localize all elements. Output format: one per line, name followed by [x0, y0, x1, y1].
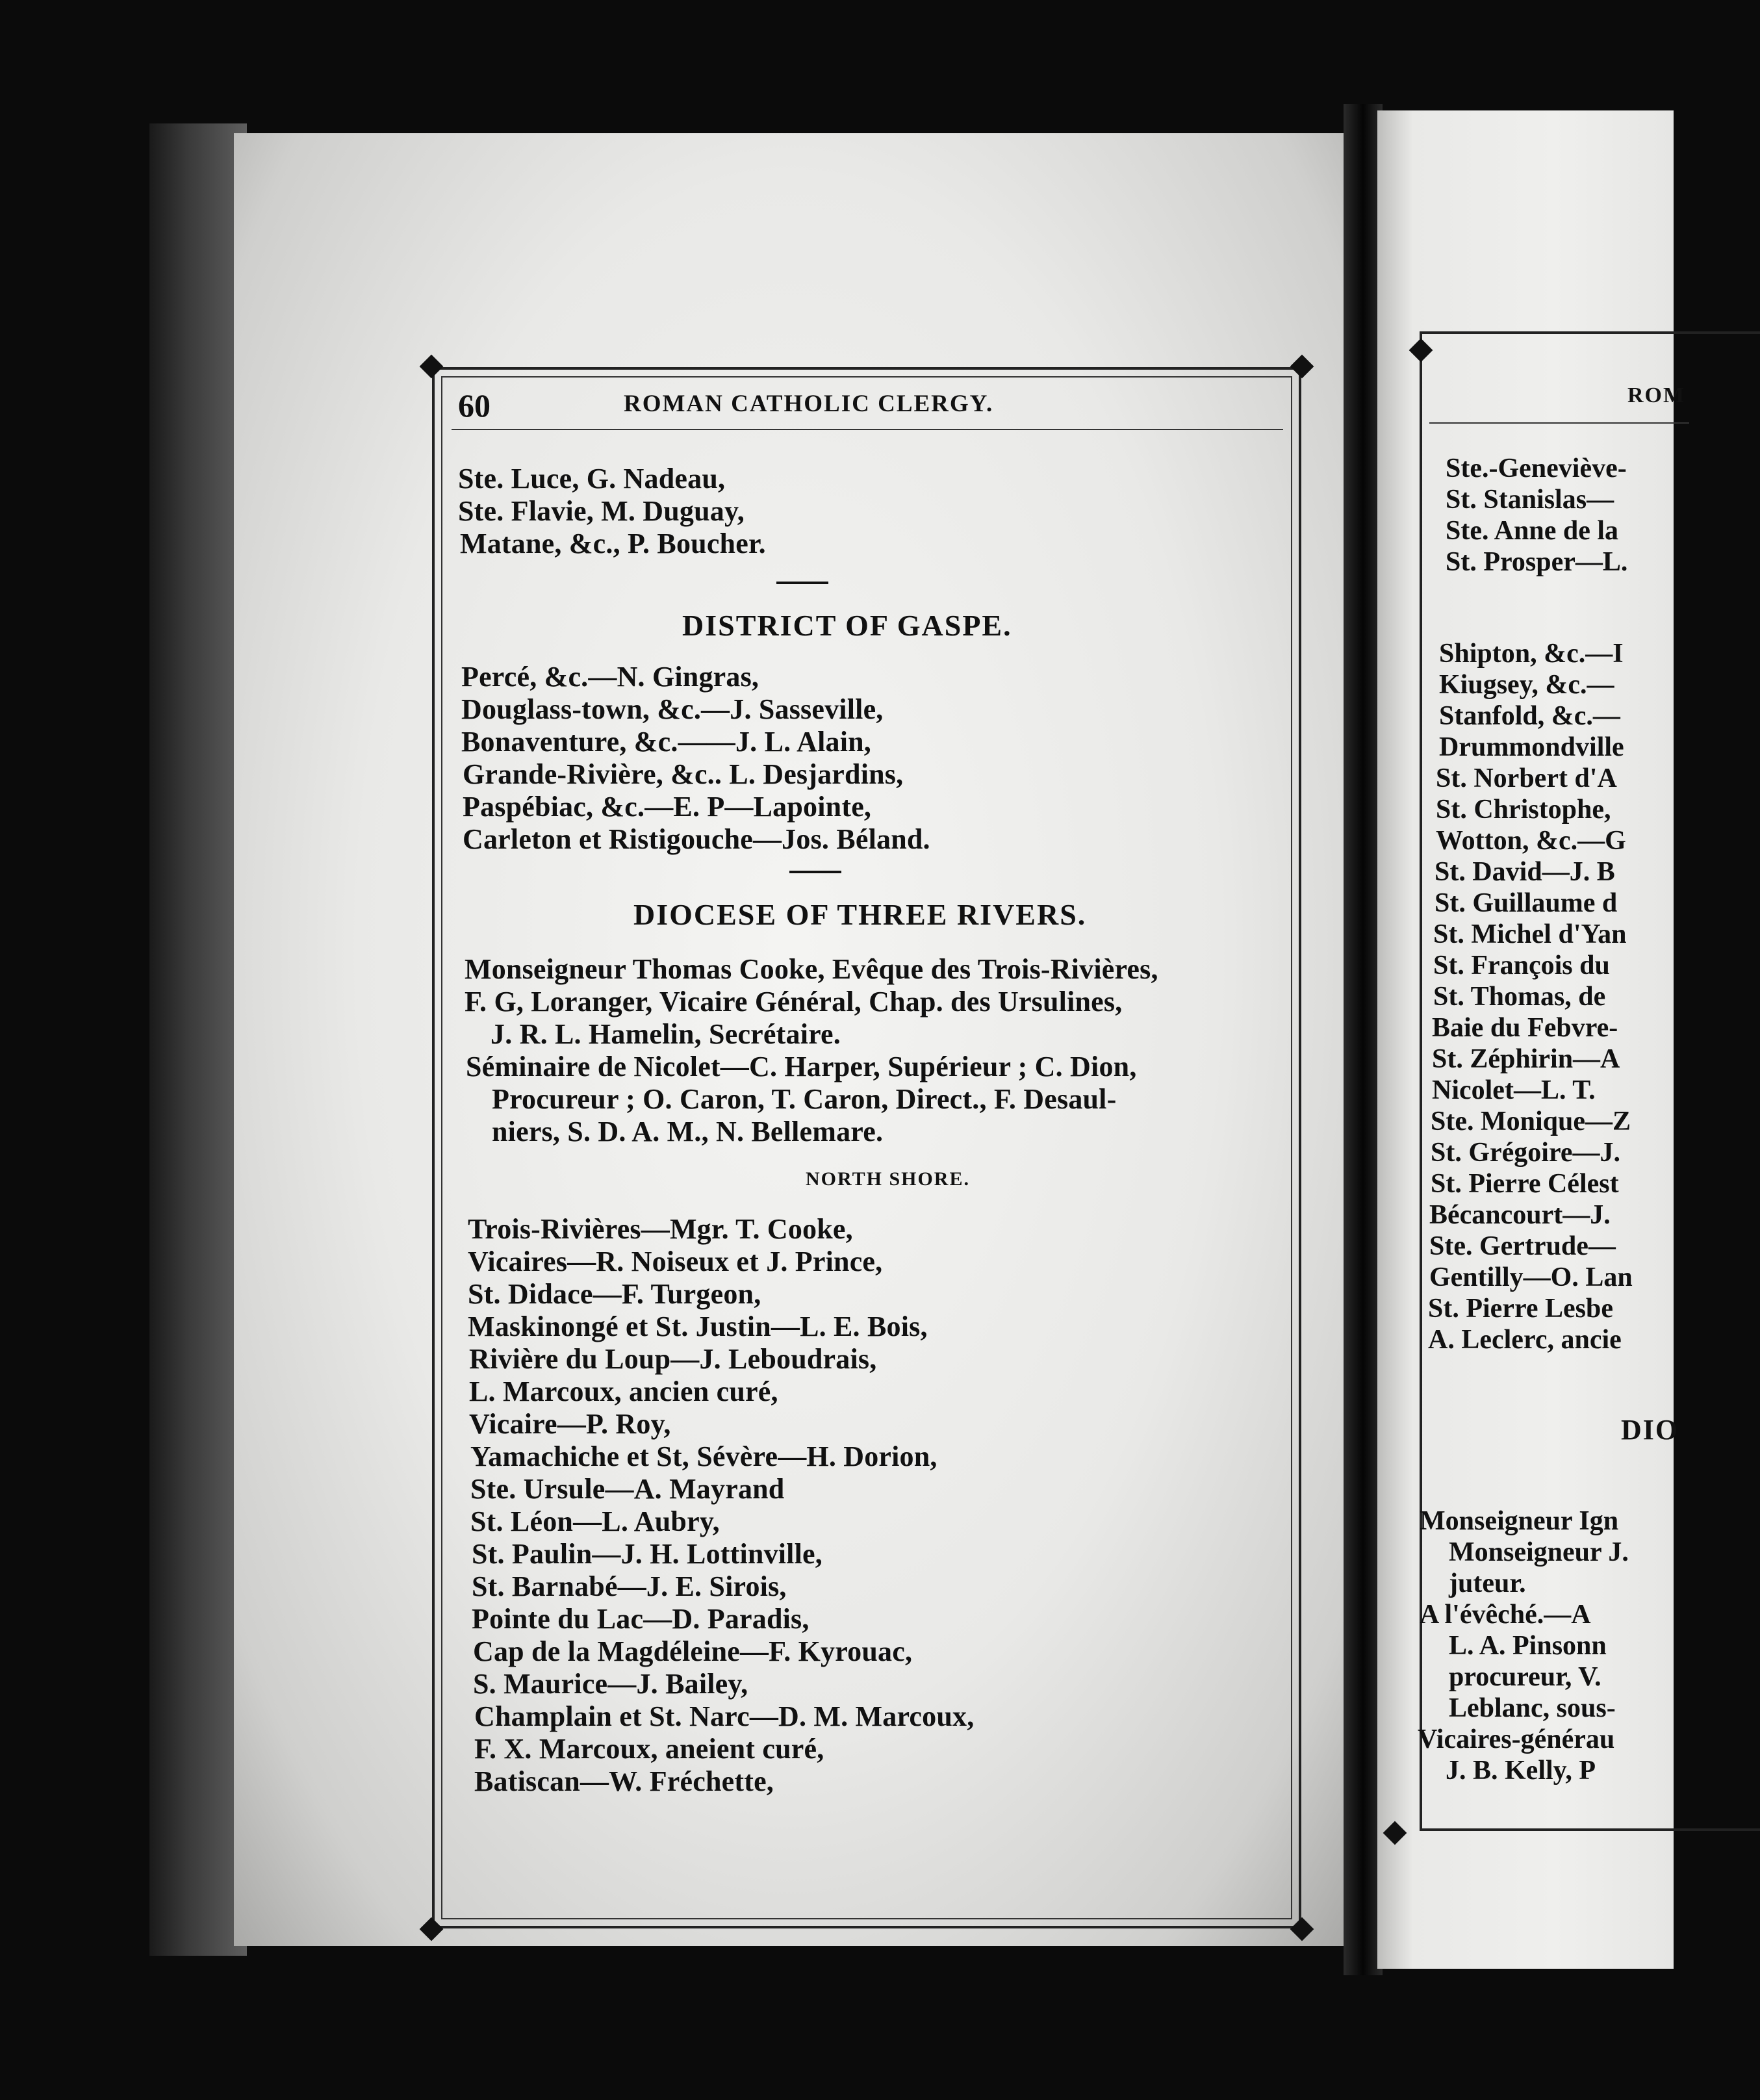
entry-line: St. Pierre Célest — [1431, 1169, 1619, 1199]
entry-line: St. François du — [1433, 951, 1610, 980]
entry-line: Champlain et St. Narc—D. M. Marcoux, — [474, 1700, 975, 1732]
entry-line: Kiugsey, &c.— — [1439, 670, 1614, 700]
page-number: 60 — [458, 387, 491, 424]
entry-line: J. R. L. Hamelin, Secrétaire. — [491, 1018, 841, 1050]
corner-ornament — [1290, 1917, 1314, 1941]
entry-line: Leblanc, sous- — [1449, 1693, 1616, 1723]
entry-line: Cap de la Magdéleine—F. Kyrouac, — [473, 1635, 913, 1667]
entry-line: Bécancourt—J. — [1429, 1200, 1611, 1230]
entry-line: L. Marcoux, ancien curé, — [469, 1376, 778, 1407]
entry-line: Monseigneur J. — [1449, 1537, 1629, 1567]
entry-line: Carleton et Ristigouche—Jos. Béland. — [463, 823, 930, 855]
entry-line: Ste. Ursule—A. Mayrand — [470, 1473, 785, 1505]
entry-line: Bonaventure, &c.——J. L. Alain, — [461, 726, 872, 758]
header-rule-right — [1429, 422, 1689, 424]
entry-line: St. Stanislas— — [1446, 485, 1614, 515]
entry-line: F. X. Marcoux, aneient curé, — [474, 1733, 824, 1765]
entry-line: niers, S. D. A. M., N. Bellemare. — [492, 1116, 884, 1147]
entry-line: St. Christophe, — [1436, 795, 1611, 825]
entry-line: St. Didace—F. Turgeon, — [468, 1278, 761, 1310]
entry-line: Stanfold, &c.— — [1439, 701, 1620, 731]
section-heading-three-rivers: DIOCESE OF THREE RIVERS. — [633, 898, 1087, 931]
section-heading-right: DIO — [1621, 1414, 1679, 1446]
entry-line: Maskinongé et St. Justin—L. E. Bois, — [468, 1311, 928, 1342]
entry-line: Gentilly—O. Lan — [1429, 1262, 1633, 1292]
entry-line: A. Leclerc, ancie — [1428, 1325, 1622, 1355]
entry-line: Ste. Monique—Z — [1431, 1107, 1631, 1136]
corner-ornament — [420, 355, 444, 379]
entry-line: Douglass-town, &c.—J. Sasseville, — [461, 693, 884, 725]
entry-line: Nicolet—L. T. — [1432, 1075, 1596, 1105]
entry-line: St. Michel d'Yan — [1433, 919, 1627, 949]
entry-line: F. G, Loranger, Vicaire Général, Chap. des Ursulines, — [465, 986, 1123, 1018]
section-heading-gaspe: DISTRICT OF GASPE. — [682, 609, 1012, 642]
entry-line: Percé, &c.—N. Gingras, — [461, 661, 759, 693]
entry-line: St. Zéphirin—A — [1432, 1044, 1620, 1074]
section-divider — [789, 871, 841, 873]
entry-line: Matane, &c., P. Boucher. — [460, 528, 766, 559]
running-title: ROMAN CATHOLIC CLERGY. — [624, 391, 994, 417]
entry-line: Pointe du Lac—D. Paradis, — [472, 1603, 810, 1635]
entry-line: J. B. Kelly, P — [1446, 1756, 1596, 1786]
entry-line: St. Paulin—J. H. Lottinville, — [472, 1538, 823, 1570]
entry-line: Ste. Anne de la — [1446, 516, 1619, 546]
entry-line: St. Prosper—L. — [1446, 547, 1628, 577]
entry-line: St. Thomas, de — [1433, 982, 1606, 1012]
corner-ornament — [1290, 355, 1314, 379]
entry-line: Paspébiac, &c.—E. P—Lapointe, — [463, 791, 872, 823]
entry-line: Procureur ; O. Caron, T. Caron, Direct., F. Desaul- — [492, 1083, 1117, 1115]
entry-line: St. Guillaume d — [1435, 888, 1618, 918]
header-rule — [452, 429, 1283, 430]
entry-line: Grande-Rivière, &c.. L. Desjardins, — [463, 758, 904, 790]
left-page — [234, 133, 1345, 1946]
entry-line: St. David—J. B — [1435, 857, 1615, 887]
entry-line: Baie du Febvre- — [1432, 1013, 1618, 1043]
entry-line: St. Barnabé—J. E. Sirois, — [472, 1570, 787, 1602]
book-edge-left — [149, 123, 247, 1956]
entry-line: Yamachiche et St, Sévère—H. Dorion, — [470, 1441, 937, 1472]
corner-ornament — [420, 1917, 444, 1941]
entry-line: Trois-Rivières—Mgr. T. Cooke, — [468, 1213, 853, 1245]
entry-line: Vicaire—P. Roy, — [469, 1408, 671, 1440]
section-divider — [776, 582, 828, 584]
entry-line: Drummondville — [1439, 732, 1624, 762]
entry-line: Vicaires—R. Noiseux et J. Prince, — [468, 1246, 883, 1277]
entry-line: S. Maurice—J. Bailey, — [473, 1668, 748, 1700]
entry-line: Monseigneur Ign — [1420, 1506, 1619, 1536]
entry-line: St. Grégoire—J. — [1431, 1138, 1620, 1168]
entry-line: Rivière du Loup—J. Leboudrais, — [469, 1343, 877, 1375]
entry-line: L. A. Pinsonn — [1449, 1631, 1607, 1661]
running-title-right: ROM — [1627, 383, 1686, 407]
entry-line: Monseigneur Thomas Cooke, Evêque des Trois-Rivières, — [465, 953, 1158, 985]
entry-line: Vicaires-générau — [1418, 1724, 1615, 1754]
section-subheading-north-shore: NORTH SHORE. — [806, 1168, 970, 1190]
entry-line: Ste. Luce, G. Nadeau, — [458, 463, 726, 494]
entry-line: Ste. Flavie, M. Duguay, — [458, 495, 745, 527]
entry-line: Batiscan—W. Fréchette, — [474, 1765, 774, 1797]
entry-line: Ste. Gertrude— — [1429, 1231, 1616, 1261]
entry-line: Shipton, &c.—I — [1439, 639, 1624, 669]
book-gutter — [1344, 104, 1383, 1975]
entry-line: Séminaire de Nicolet—C. Harper, Supérieur ; C. Dion, — [466, 1051, 1137, 1082]
entry-line: St. Léon—L. Aubry, — [470, 1505, 720, 1537]
entry-line: procureur, V. — [1449, 1662, 1601, 1692]
entry-line: juteur. — [1449, 1569, 1526, 1598]
entry-line: Ste.-Geneviève- — [1446, 454, 1627, 483]
entry-line: A l'évêché.—A — [1420, 1600, 1591, 1630]
entry-line: St. Pierre Lesbe — [1428, 1294, 1613, 1324]
entry-line: St. Norbert d'A — [1436, 763, 1617, 793]
entry-line: Wotton, &c.—G — [1436, 826, 1626, 856]
